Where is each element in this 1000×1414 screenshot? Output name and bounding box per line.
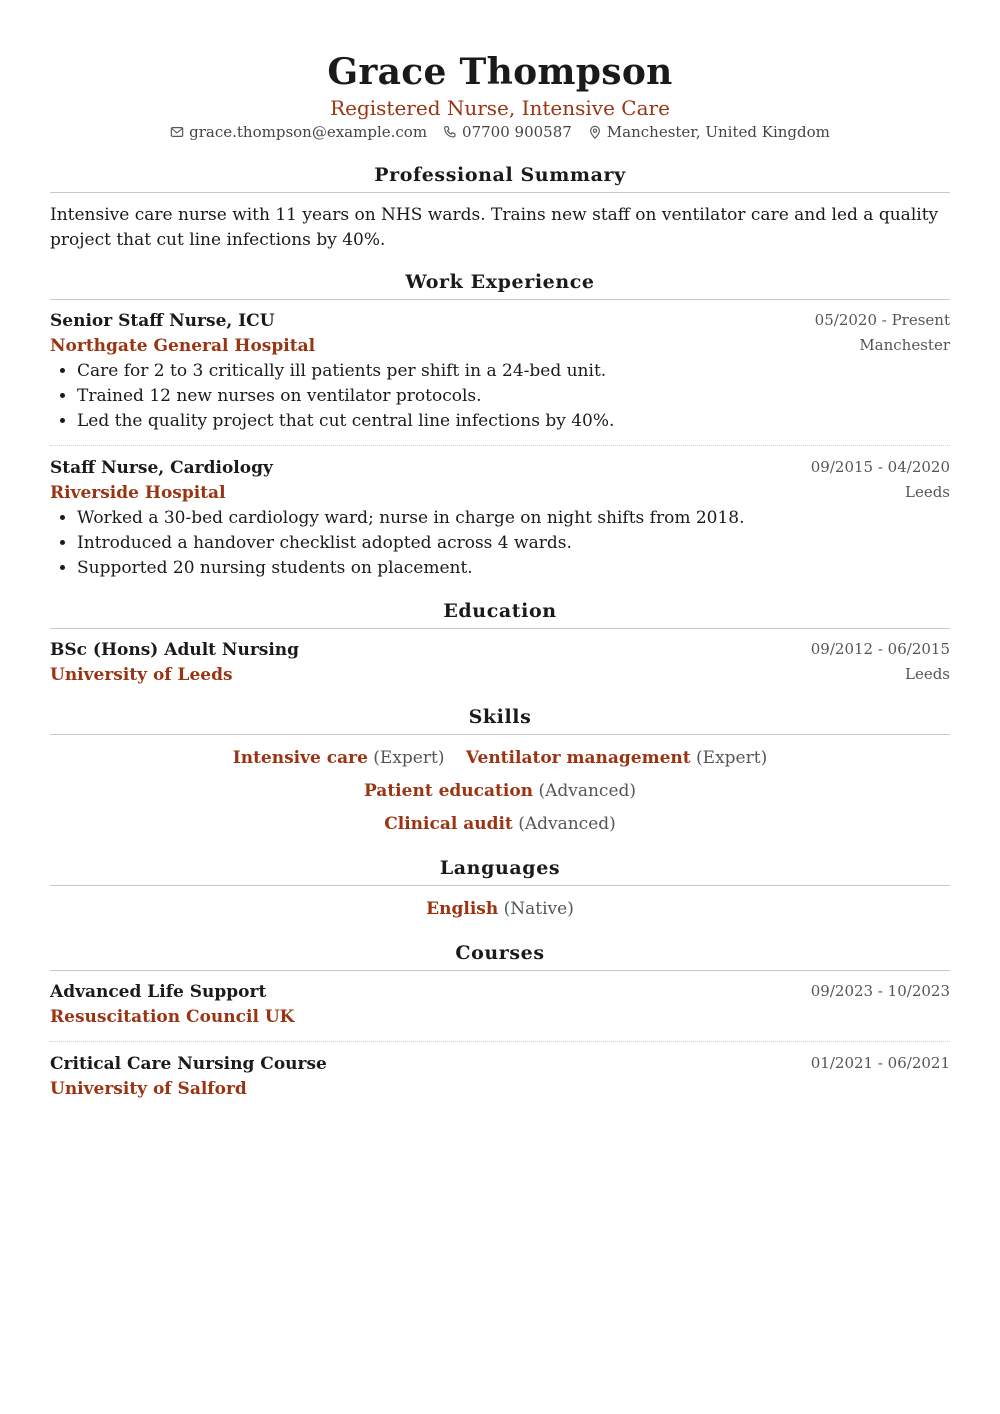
- skill-item: [466, 742, 767, 775]
- entry-divider: [50, 1041, 950, 1042]
- skills-list: [50, 742, 950, 841]
- section-title-experience: Work Experience: [50, 269, 950, 300]
- degree: BSc (Hons) Adult Nursing: [50, 640, 300, 660]
- course-name: Advanced Life Support: [50, 982, 267, 1002]
- course-dates: 09/2023 - 10/2023: [810, 982, 950, 1000]
- course-provider: University of Salford: [50, 1079, 247, 1099]
- education-dates: 09/2012 - 06/2015: [810, 640, 950, 658]
- language-level: (Native): [503, 899, 574, 919]
- envelope-icon: [170, 125, 184, 139]
- phone-text: 07700 900587: [462, 123, 572, 141]
- map-pin-icon: [588, 125, 602, 139]
- job-dates: 09/2015 - 04/2020: [810, 458, 950, 476]
- bullet-item: • Introduced a handover checklist adopted across 4 wards.: [77, 531, 950, 556]
- job-bullets: [50, 359, 950, 434]
- languages-list: [50, 893, 950, 926]
- skill-name: Clinical audit: [384, 814, 513, 834]
- job-location: Leeds: [904, 483, 950, 501]
- bullet-item: • Worked a 30-bed cardiology ward; nurse in charge on night shifts from 2018.: [77, 506, 950, 531]
- experience-section: [50, 269, 950, 581]
- job-entry: [50, 308, 950, 434]
- employer: Northgate General Hospital: [50, 336, 316, 356]
- language-item: [426, 893, 574, 926]
- summary-text: Intensive care nurse with 11 years on NHS wards. Trains new staff on ventilator care and led a quality project that cut line infections by 40%.: [50, 205, 939, 250]
- contact-email[interactable]: [170, 121, 427, 143]
- contact-info: [50, 121, 950, 143]
- candidate-name: Grace Thompson: [327, 51, 673, 93]
- courses-section: [50, 940, 950, 1102]
- course-entry: [50, 1051, 950, 1102]
- skill-level: (Expert): [373, 748, 445, 768]
- bullet-item: • Care for 2 to 3 critically ill patients per shift in a 24-bed unit.: [77, 359, 950, 384]
- job-bullets: [50, 506, 950, 581]
- location-text: Manchester, United Kingdom: [606, 123, 830, 141]
- skill-level: (Advanced): [518, 814, 616, 834]
- education-entry: [50, 637, 950, 688]
- job-title: Senior Staff Nurse, ICU: [50, 311, 275, 331]
- education-section: [50, 598, 950, 688]
- job-title: Registered Nurse, Intensive Care: [330, 96, 670, 120]
- skill-level: (Advanced): [538, 781, 637, 801]
- skill-name: Intensive care: [232, 748, 368, 768]
- employer: Riverside Hospital: [50, 483, 226, 503]
- languages-section: [50, 855, 950, 926]
- bullet-item: • Trained 12 new nurses on ventilator protocols.: [77, 384, 950, 409]
- skills-section: [50, 704, 950, 841]
- course-name: Critical Care Nursing Course: [50, 1054, 327, 1074]
- email-text: grace.thompson@example.com: [189, 123, 428, 141]
- summary-section: [50, 162, 950, 253]
- resume-header: [50, 0, 950, 143]
- bullet-item: • Supported 20 nursing students on placement.: [77, 556, 950, 581]
- job-entry: [50, 455, 950, 581]
- section-title-courses: Courses: [50, 940, 950, 971]
- skill-item: [384, 808, 616, 841]
- language-name: English: [426, 899, 499, 919]
- skill-name: Ventilator management: [465, 748, 691, 768]
- section-title-languages: Languages: [50, 855, 950, 886]
- skill-item: [364, 775, 636, 808]
- section-title-education: Education: [50, 598, 950, 629]
- education-location: Leeds: [904, 665, 950, 683]
- job-dates: 05/2020 - Present: [814, 311, 950, 329]
- course-provider: Resuscitation Council UK: [50, 1007, 295, 1027]
- school: University of Leeds: [50, 665, 233, 685]
- job-title: Staff Nurse, Cardiology: [50, 458, 273, 478]
- phone-icon: [443, 125, 457, 139]
- course-dates: 01/2021 - 06/2021: [810, 1054, 950, 1072]
- skill-name: Patient education: [363, 781, 534, 801]
- job-location: Manchester: [859, 336, 950, 354]
- skill-item: [233, 742, 445, 775]
- section-title-summary: Professional Summary: [50, 162, 950, 193]
- skill-level: (Expert): [696, 748, 768, 768]
- contact-phone[interactable]: [443, 121, 572, 143]
- course-entry: [50, 979, 950, 1030]
- bullet-item: • Led the quality project that cut central line infections by 40%.: [77, 409, 950, 434]
- entry-divider: [50, 445, 950, 446]
- contact-location: [588, 121, 830, 143]
- section-title-skills: Skills: [50, 704, 950, 735]
